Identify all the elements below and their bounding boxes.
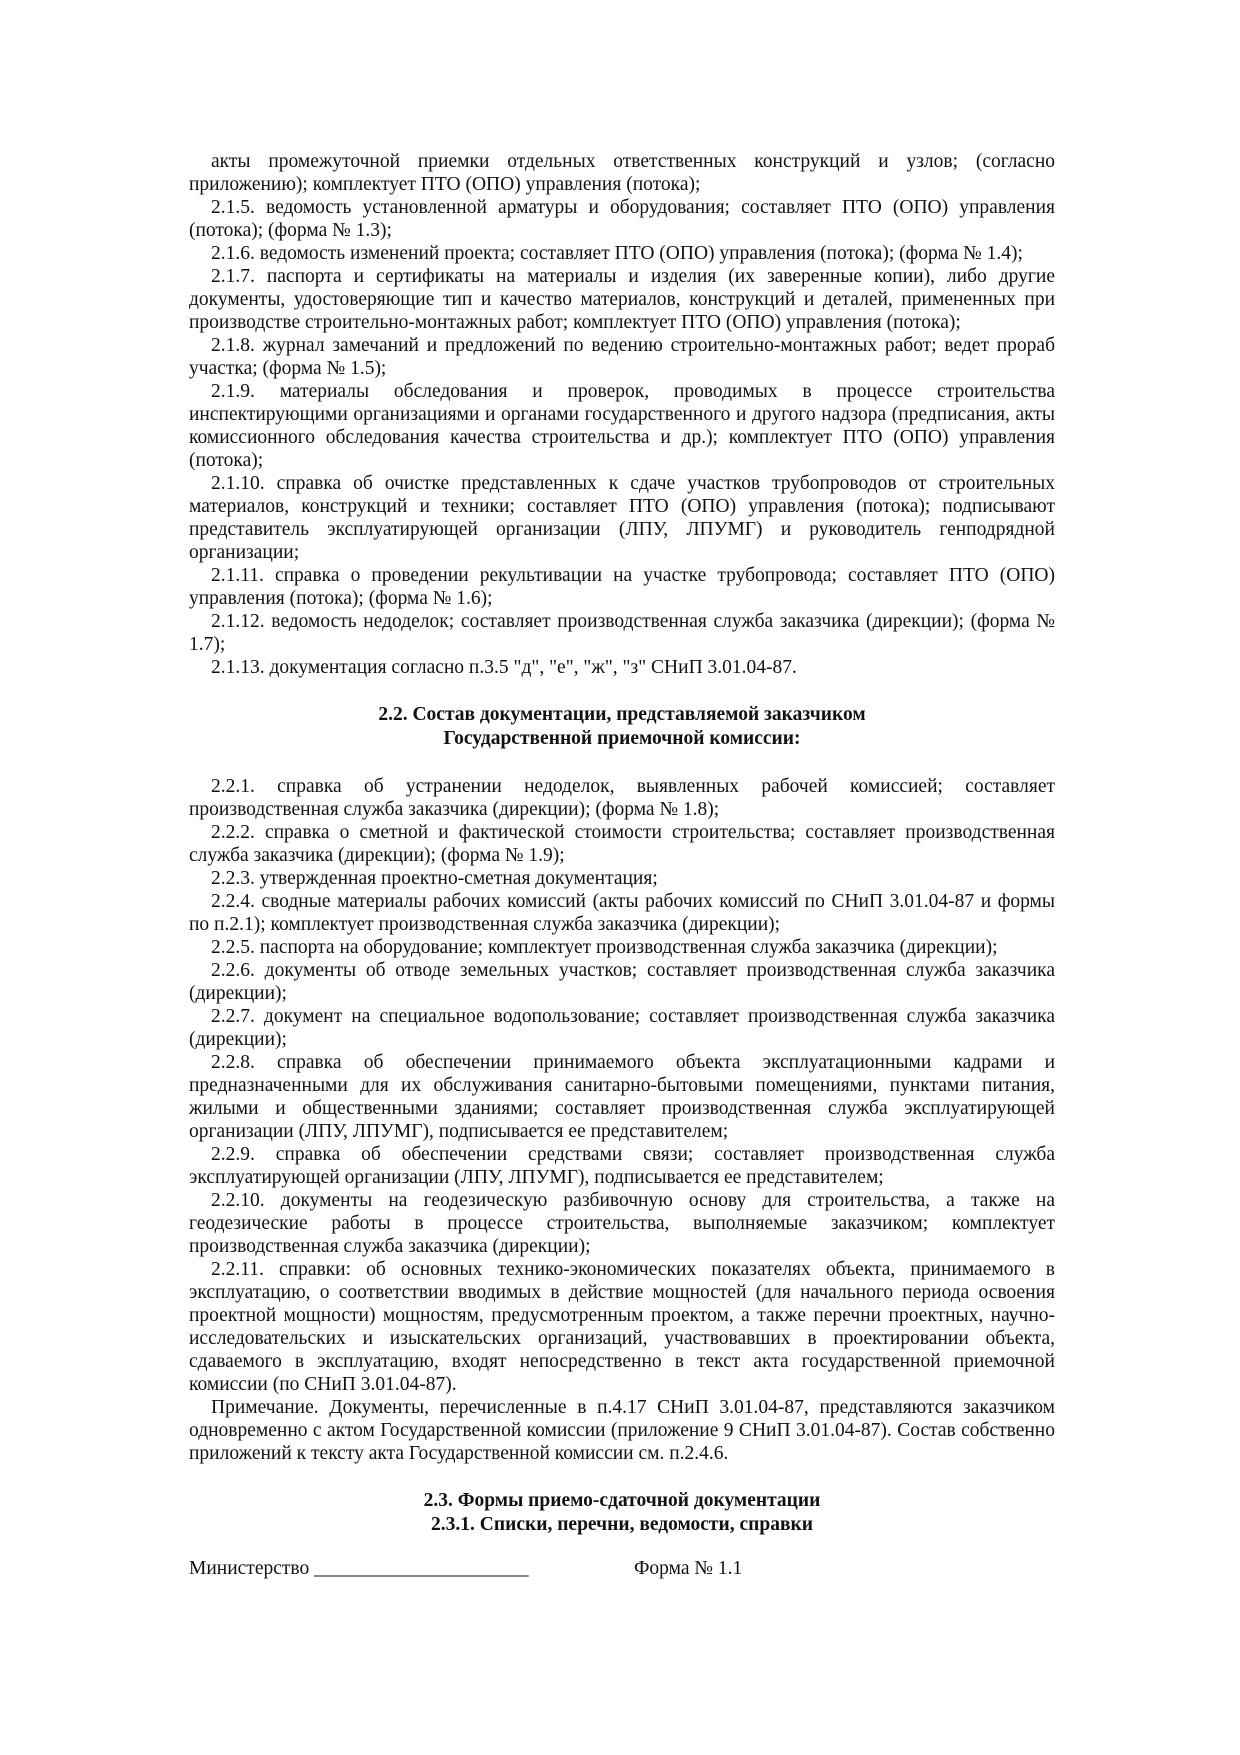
- spacer: [189, 1465, 1055, 1489]
- paragraph: 2.1.7. паспорта и сертификаты на материалы и изделия (их заверенные копии), либо другие документы, удостоверяющие тип и качество материалов, конструкций и деталей, примененных при производстве строительно-монтажных работ; комплектует ПТО (ОПО) управления (потока);: [189, 266, 1055, 333]
- paragraph: акты промежуточной приемки отдельных ответственных конструкций и узлов; (согласно приложению); комплектует ПТО (ОПО) управления (потока);: [189, 151, 1055, 195]
- section-2-3-heading: [189, 1489, 1055, 1537]
- section-heading-line: Государственной приемочной комиссии:: [443, 728, 801, 749]
- section-heading-line: 2.2. Состав документации, представляемой заказчиком: [378, 704, 866, 725]
- paragraph: 2.1.9. материалы обследования и проверок, проводимых в процессе строительства инспектирующими организациями и органами государственного и другого надзора (предписания, акты комиссионного обследования качества строительства и др.); комплектует ПТО (ОПО) управления (потока);: [189, 381, 1055, 471]
- paragraph: 2.1.5. ведомость установленной арматуры и оборудования; составляет ПТО (ОПО) управления (потока); (форма № 1.3);: [189, 197, 1055, 241]
- paragraph: 2.2.3. утвержденная проектно-сметная документация;: [211, 868, 658, 889]
- paragraph: 2.2.7. документ на специальное водопользование; составляет производственная служба заказчика (дирекции);: [189, 1006, 1055, 1050]
- section-2-1-list: [189, 150, 1055, 679]
- ministry-label: Министерство ______________________: [189, 1558, 529, 1579]
- paragraph: 2.2.5. паспорта на оборудование; комплектует производственная служба заказчика (дирекции);: [211, 937, 998, 958]
- form-number-label: Форма № 1.1: [634, 1558, 743, 1579]
- note-paragraph: Примечание. Документы, перечисленные в п.4.17 СНиП 3.01.04-87, представляются заказчиком одновременно с актом Государственной комиссии (приложение 9 СНиП 3.01.04-87). Состав собственно приложений к тексту акта Государственной комиссии см. п.2.4.6.: [189, 1397, 1055, 1464]
- paragraph: 2.2.9. справка об обеспечении средствами связи; составляет производственная служба эксплуатирующей организации (ЛПУ, ЛПУМГ), подписывается ее представителем;: [189, 1144, 1055, 1188]
- spacer: [189, 751, 1055, 775]
- form-header-row: [189, 1557, 1055, 1581]
- document-body: [189, 150, 1055, 1581]
- paragraph: 2.2.6. документы об отводе земельных участков; составляет производственная служба заказчика (дирекции);: [189, 960, 1055, 1004]
- section-2-2-list: [189, 775, 1055, 1465]
- spacer: [189, 1537, 1055, 1557]
- paragraph: 2.2.4. сводные материалы рабочих комиссий (акты рабочих комиссий по СНиП 3.01.04-87 и формы по п.2.1); комплектует производственная служба заказчика (дирекции);: [189, 891, 1055, 935]
- paragraph: 2.1.10. справка об очистке представленных к сдаче участков трубопроводов от строительных материалов, конструкций и техники; составляет ПТО (ОПО) управления (потока); подписывают представитель эксплуатирующей организации (ЛПУ, ЛПУМГ) и руководитель генподрядной организации;: [189, 473, 1055, 563]
- paragraph: 2.2.1. справка об устранении недоделок, выявленных рабочей комиссией; составляет производственная служба заказчика (дирекции); (форма № 1.8);: [189, 776, 1055, 820]
- section-heading-line: 2.3. Формы приемо-сдаточной документации: [423, 1490, 821, 1511]
- paragraph: 2.1.6. ведомость изменений проекта; составляет ПТО (ОПО) управления (потока); (форма № 1.4);: [211, 243, 1023, 264]
- paragraph: 2.1.13. документация согласно п.3.5 "д", "е", "ж", "з" СНиП 3.01.04-87.: [211, 657, 797, 678]
- paragraph: 2.2.11. справки: об основных технико-экономических показателях объекта, принимаемого в эксплуатацию, о соответствии вводимых в действие мощностей (для начального периода освоения проектной мощности) мощностям, предусмотренным проектом, а также перечни проектных, научно-исследовательских и изыскательских организаций, участвовавших в проектировании объекта, сдаваемого в эксплуатацию, входят непосредственно в текст акта государственной приемочной комиссии (по СНиП 3.01.04-87).: [189, 1259, 1055, 1395]
- paragraph: 2.1.11. справка о проведении рекультивации на участке трубопровода; составляет ПТО (ОПО) управления (потока); (форма № 1.6);: [189, 565, 1055, 609]
- paragraph: 2.1.8. журнал замечаний и предложений по ведению строительно-монтажных работ; ведет прораб участка; (форма № 1.5);: [189, 335, 1055, 379]
- paragraph: 2.1.12. ведомость недоделок; составляет производственная служба заказчика (дирекции); (форма № 1.7);: [189, 611, 1055, 655]
- paragraph: 2.2.10. документы на геодезическую разбивочную основу для строительства, а также на геодезические работы в процессе строительства, выполняемые заказчиком; комплектует производственная служба заказчика (дирекции);: [189, 1190, 1055, 1257]
- paragraph: 2.2.8. справка об обеспечении принимаемого объекта эксплуатационными кадрами и предназначенными для их обслуживания санитарно-бытовыми помещениями, пунктами питания, жилыми и общественными зданиями; составляет производственная служба эксплуатирующей организации (ЛПУ, ЛПУМГ), подписывается ее представителем;: [189, 1052, 1055, 1142]
- subsection-heading-line: 2.3.1. Списки, перечни, ведомости, справки: [431, 1514, 813, 1535]
- paragraph: 2.2.2. справка о сметной и фактической стоимости строительства; составляет производственная служба заказчика (дирекции); (форма № 1.9);: [189, 822, 1055, 866]
- spacer: [189, 679, 1055, 703]
- section-2-2-heading: [189, 703, 1055, 751]
